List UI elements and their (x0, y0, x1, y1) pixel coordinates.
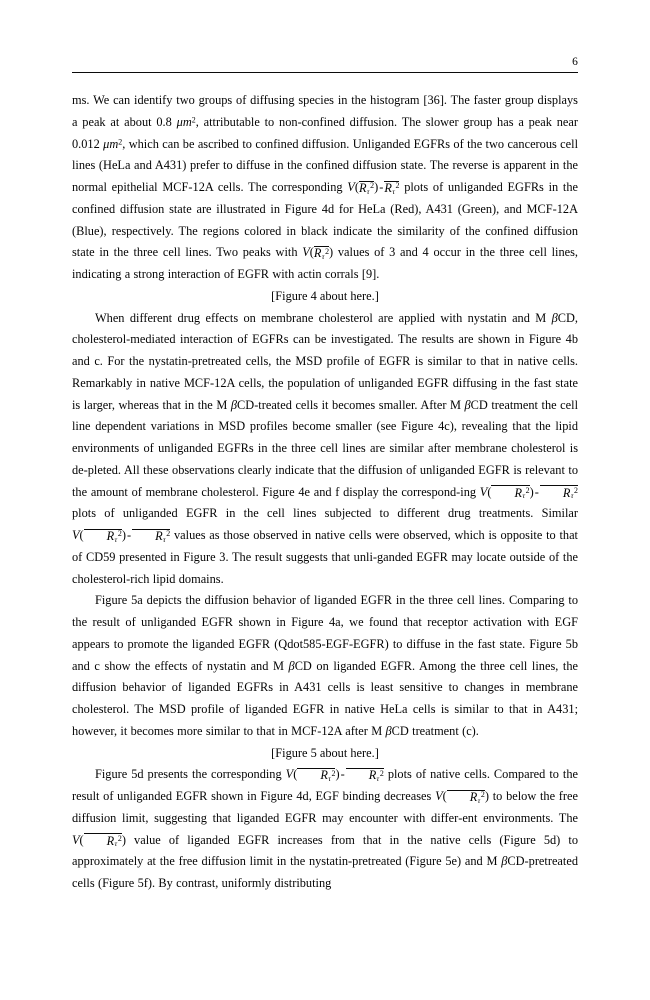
beta-symbol: β (288, 658, 295, 673)
running-header (72, 56, 578, 73)
beta-symbol: β (551, 310, 558, 325)
beta-symbol: β (501, 854, 508, 869)
math-v-rtau-minus-rtau: $V(R_\tau^2)-R_\tau^2$ (347, 180, 400, 196)
beta-symbol: β (230, 397, 238, 412)
figure-4-callout: [Figure 4 about here.] (271, 288, 379, 303)
body-text-block (72, 90, 578, 895)
math-v-rtau-minus-rtau: V( $R_\tau^2)-$ $R_\tau^2$ (479, 484, 578, 501)
math-v-rtau: V( $R_\tau^2$) (435, 789, 489, 805)
figure-5-callout: [Figure 5 about here.] (271, 745, 379, 760)
page-number: 6 (572, 56, 578, 68)
unit-micron-squared: $\mu m^2$ (176, 114, 196, 129)
paragraph-figure5d: Figure 5d presents the corresponding V( $R_\tau^2)-$ $R_\tau^2$ plots of native cells. Compared to the result of unliganded EGFR shown in Figure 4d, EGF binding decreases V( $R_\tau^2$) to below the free diffusion limit, suggesting that liganded EGFR may encounter with differ‑ent environments. The V( $R_\tau^2$) value of liganded EGFR increases from that in the native cells (Figure 5d) to approximately at the free diffusion limit in the nystatin-pretreated (Figure 5e) and M βCD-pretreated cells (Figure 5f). By contrast, uniformly distributing (72, 767, 578, 890)
paragraph-histogram: ms. We can identify two groups of diffusing species in the histogram [36]. The faster group displays a peak at about 0.8 $\mu m^2$, attributable to non-confined diffusion. The slower group has a peak near 0.012 $\mu m^2$, which can be ascribed to confined diffusion. Unliganded EGFRs of the two cancerous cell lines (HeLa and A431) prefer to diffuse in the confined diffusion state. The reverse is apparent in the normal epithelial MCF-12A cells. The corresponding $V(R_\tau^2)-R_\tau^2$ plots of unliganded EGFRs in the confined diffusion state are illustrated in Figure 4d for HeLa (Red), A431 (Green), and MCF-12A (Blue), respectively. The regions colored in black indicate the similarity of the confined diffusion state in the three cell lines. Two peaks with $V(R_\tau^2)$ values of 3 and 4 occur in the three cell lines, indicating a strong interaction of EGFR with actin corrals [9]. (72, 93, 579, 281)
paragraph-figure5a: Figure 5a depicts the diffusion behavior of liganded EGFR in the three cell lines. Comparing to the result of unliganded EGFR shown in Figure 4a, we found that receptor activation with EGF appears to promote the liganded EGFR (Qdot585-EGF-EGFR) to diffuse in the fast state. Figure 5b and c show the effects of nystatin and M βCD on liganded EGFR. Among the three cell lines, the diffusion behavior of liganded EGFRs in A431 cells is least sensitive to changes in membrane cholesterol. The MSD profile of liganded EGFR in native HeLa cells is similar to that in A431; however, it becomes more similar to that in MCF-12A after M βCD treatment (c). (72, 593, 578, 738)
math-v-rtau: V( $R_\tau^2$) (72, 832, 126, 849)
beta-symbol: β (385, 723, 392, 738)
unit-micron-squared: $\mu m^2$ (103, 136, 123, 151)
beta-symbol: β (464, 397, 471, 412)
math-v-rtau: $V(R_\tau^2)$ (302, 245, 334, 261)
math-v-rtau-minus-rtau: V( $R_\tau^2)-$ $R_\tau^2$ (72, 528, 171, 544)
paragraph-drug-effects: When different drug effects on membrane cholesterol are applied with nystatin and M βCD, cholesterol-mediated interaction of EGFRs can be investigated. The results are shown in Figure 4b and c. For the nystatin-pretreated cells, the MSD profile of EGFR is similar to that in native cells. Remarkably in native MCF-12A cells, the population of unliganded EGFR diffusing in the fast state is larger, whereas that in the M βCD-treated cells it becomes smaller. After M βCD treatment the cell line dependent variations in MSD profiles become smaller (see Figure 4c), revealing that the lipid environments of unliganded EGFRs in the three cell lines are similar after membrane cholesterol is de‑pleted. All these observations clearly indicate that the diffusion of unliganded EGFR is relevant to the amount of membrane cholesterol. Figure 4e and f display the correspond‑ing V( $R_\tau^2)-$ $R_\tau^2$ plots of unliganded EGFR in the cell lines subjected to different drug treatments. Similar V( $R_\tau^2)-$ $R_\tau^2$ values as those observed in native cells were observed, which is opposite to that of CD59 presented in Figure 3. The result suggests that unli‑ganded EGFR may locate outside of the cholesterol-rich lipid domains. (72, 310, 578, 586)
math-v-rtau-minus-rtau: V( $R_\tau^2)-$ $R_\tau^2$ (285, 767, 384, 783)
header-rule (72, 72, 578, 73)
